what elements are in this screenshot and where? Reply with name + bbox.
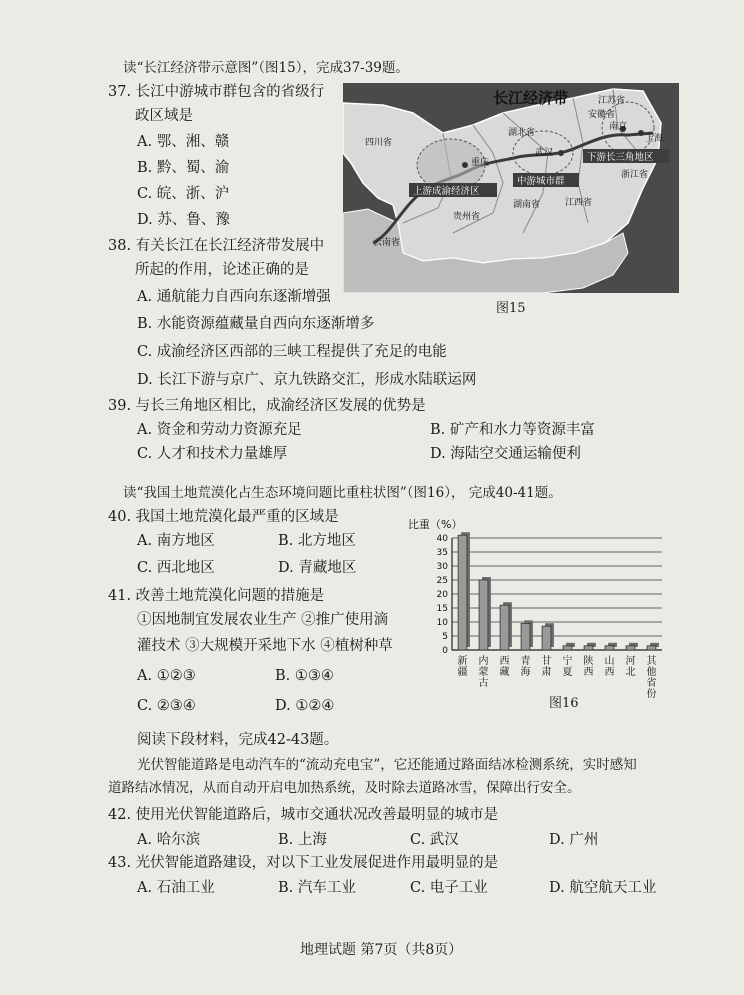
province-anhui: 安徽省 — [588, 110, 616, 120]
chart-x-tick-label: 宁 — [562, 656, 573, 667]
q40-option-d: D. 青藏地区 — [278, 560, 357, 576]
chart-x-tick-label: 西 — [499, 656, 510, 667]
chart-x-tick-label: 西 — [583, 667, 594, 678]
q39-option-a: A. 资金和劳动力资源充足 — [137, 422, 302, 438]
intro-text-material: 阅读下段材料，完成42-43题。 — [137, 732, 339, 748]
chart-x-tick-label: 河 — [625, 656, 636, 667]
q38-option-b: B. 水能资源蕴藏量自西向东逐渐增多 — [137, 316, 375, 332]
chart-x-tick-label: 海 — [520, 667, 531, 678]
q38-option-d: D. 长江下游与京广、京九铁路交汇，形成水陆联运网 — [137, 372, 477, 388]
chart-y-tick-label: 40 — [436, 534, 448, 544]
passage-line2: 道路结冰情况，从而自动开启电加热系统，及时除去道路冰雪，保障出行安全。 — [108, 780, 581, 796]
city-chongqing: 重庆 — [471, 158, 490, 168]
q39-option-d: D. 海陆空交通运输便利 — [430, 446, 581, 462]
q37-option-a: A. 鄂、湘、赣 — [137, 134, 230, 150]
q41-option-b: B. ①③④ — [275, 668, 334, 684]
chart-y-tick-label: 30 — [436, 562, 448, 572]
q38-stem-line2: 所起的作用，论述正确的是 — [135, 262, 309, 278]
chart-x-tick-label: 甘 — [541, 656, 552, 667]
city-wuhan: 武汉 — [535, 148, 554, 158]
chart-bar — [521, 623, 530, 650]
province-jiangxi: 江西省 — [565, 198, 593, 208]
province-sichuan: 四川省 — [365, 138, 393, 148]
q41-option-c: C. ②③④ — [137, 698, 196, 714]
q38-option-c: C. 成渝经济区西部的三峡工程提供了充足的电能 — [137, 344, 447, 360]
chart-x-tick-label: 夏 — [562, 667, 573, 678]
chart-bar — [458, 535, 467, 650]
q41-measures-line1: ①因地制宜发展农业生产 ②推广使用滴 — [137, 612, 389, 628]
q41-stem: 41. 改善土地荒漠化问题的措施是 — [108, 588, 325, 604]
q43-stem: 43. 光伏智能道路建设，对以下工业发展促进作用最明显的是 — [108, 855, 499, 871]
chart-x-tick-label: 藏 — [499, 667, 510, 678]
chart-y-tick-label: 5 — [442, 632, 448, 642]
chart-y-axis-label: 比重（%） — [408, 518, 463, 531]
province-hubei: 湖北省 — [508, 128, 536, 138]
chart-x-tick-label: 蒙 — [478, 667, 489, 678]
q41-measures-line2: 灌技术 ③大规模开采地下水 ④植树种草 — [137, 638, 393, 654]
q37-stem-line1: 37. 长江中游城市群包含的省级行 — [108, 84, 325, 100]
region-yangtze-delta-label: 下游长三角地区 — [587, 152, 654, 163]
q39-option-c: C. 人才和技术力量雄厚 — [137, 446, 288, 462]
chart-x-tick-label: 山 — [604, 656, 615, 667]
province-zhejiang: 浙江省 — [621, 170, 649, 180]
chart-bar — [563, 646, 572, 650]
intro-text-16: 读“我国土地荒漠化占生态环境问题比重柱状图”（图16）， 完成40-41题。 — [123, 485, 562, 501]
chart-x-tick-label: 他 — [646, 667, 657, 678]
chart-y-tick-label: 0 — [442, 646, 448, 656]
chart-bar — [647, 646, 656, 650]
q41-option-d: D. ①②④ — [275, 698, 335, 714]
map-title: 长江经济带 — [493, 89, 569, 107]
chart-x-tick-label: 其 — [646, 656, 657, 667]
q43-option-d: D. 航空航天工业 — [549, 880, 657, 896]
chart-x-tick-label: 省 — [646, 678, 657, 689]
chart-x-tick-label: 青 — [520, 656, 531, 667]
desertification-bar-chart — [400, 510, 680, 710]
q43-option-a: A. 石油工业 — [137, 880, 215, 896]
chart-bar — [479, 580, 488, 650]
q42-option-c: C. 武汉 — [410, 832, 459, 848]
q39-stem: 39. 与长三角地区相比，成渝经济区发展的优势是 — [108, 398, 426, 414]
q40-option-b: B. 北方地区 — [278, 533, 356, 549]
province-guizhou: 贵州省 — [453, 212, 481, 222]
q37-stem-line2: 政区域是 — [135, 108, 193, 124]
chart-x-tick-label: 陕 — [583, 656, 594, 667]
q37-option-d: D. 苏、鲁、豫 — [137, 212, 230, 228]
chart-caption: 图16 — [549, 696, 579, 711]
chart-bar — [542, 626, 551, 650]
intro-text-15: 读“长江经济带示意图”（图15），完成37-39题。 — [123, 60, 409, 76]
province-hunan: 湖南省 — [513, 200, 541, 210]
map-caption: 图15 — [496, 301, 526, 316]
q37-option-c: C. 皖、浙、沪 — [137, 186, 230, 202]
chart-bar — [500, 605, 509, 650]
q39-option-b: B. 矿产和水力等资源丰富 — [430, 422, 595, 438]
q42-option-d: D. 广州 — [549, 832, 599, 848]
chart-x-tick-label: 古 — [478, 678, 489, 689]
province-yunnan: 云南省 — [373, 238, 401, 248]
chart-x-tick-label: 北 — [625, 667, 636, 678]
q37-option-b: B. 黔、蜀、渝 — [137, 160, 230, 176]
province-jiangsu: 江苏省 — [598, 96, 626, 106]
chart-x-tick-label: 内 — [478, 656, 489, 667]
q43-option-c: C. 电子工业 — [410, 880, 488, 896]
chart-bar — [605, 646, 614, 650]
region-chengyu-label: 上游成渝经济区 — [413, 186, 480, 197]
region-midstream-label: 中游城市群 — [517, 176, 565, 187]
chart-y-tick-label: 20 — [436, 590, 448, 600]
q43-option-b: B. 汽车工业 — [278, 880, 356, 896]
chart-x-tick-label: 份 — [646, 689, 657, 700]
chart-y-tick-label: 15 — [436, 604, 448, 614]
q42-option-b: B. 上海 — [278, 832, 327, 848]
chart-x-tick-label: 疆 — [457, 667, 468, 678]
yangtze-economic-belt-map — [343, 83, 679, 293]
q38-stem-line1: 38. 有关长江在长江经济带发展中 — [108, 238, 325, 254]
q42-option-a: A. 哈尔滨 — [137, 832, 201, 848]
city-nanjing: 南京 — [609, 122, 628, 132]
chart-x-tick-label: 西 — [604, 667, 615, 678]
page-footer: 地理试题 第7页（共8页） — [300, 942, 463, 958]
chart-y-tick-label: 10 — [436, 618, 448, 628]
q40-stem: 40. 我国土地荒漠化最严重的区域是 — [108, 509, 339, 525]
q41-option-a: A. ①②③ — [137, 668, 196, 684]
chart-y-tick-label: 25 — [436, 576, 448, 586]
chart-x-tick-label: 肃 — [541, 667, 552, 678]
q42-stem: 42. 使用光伏智能道路后，城市交通状况改善最明显的城市是 — [108, 807, 499, 823]
chart-y-tick-label: 35 — [436, 548, 448, 558]
chart-bar — [626, 646, 635, 650]
q38-option-a: A. 通航能力自西向东逐渐增强 — [137, 289, 331, 305]
q40-option-c: C. 西北地区 — [137, 560, 215, 576]
passage-line1: 光伏智能道路是电动汽车的“流动充电宝”，它还能通过路面结冰检测系统，实时感知 — [137, 757, 637, 773]
city-shanghai: 上海 — [645, 134, 664, 144]
chart-bar — [584, 646, 593, 650]
chart-svg — [400, 510, 680, 710]
q40-option-a: A. 南方地区 — [137, 533, 215, 549]
chart-x-tick-label: 新 — [457, 656, 468, 667]
